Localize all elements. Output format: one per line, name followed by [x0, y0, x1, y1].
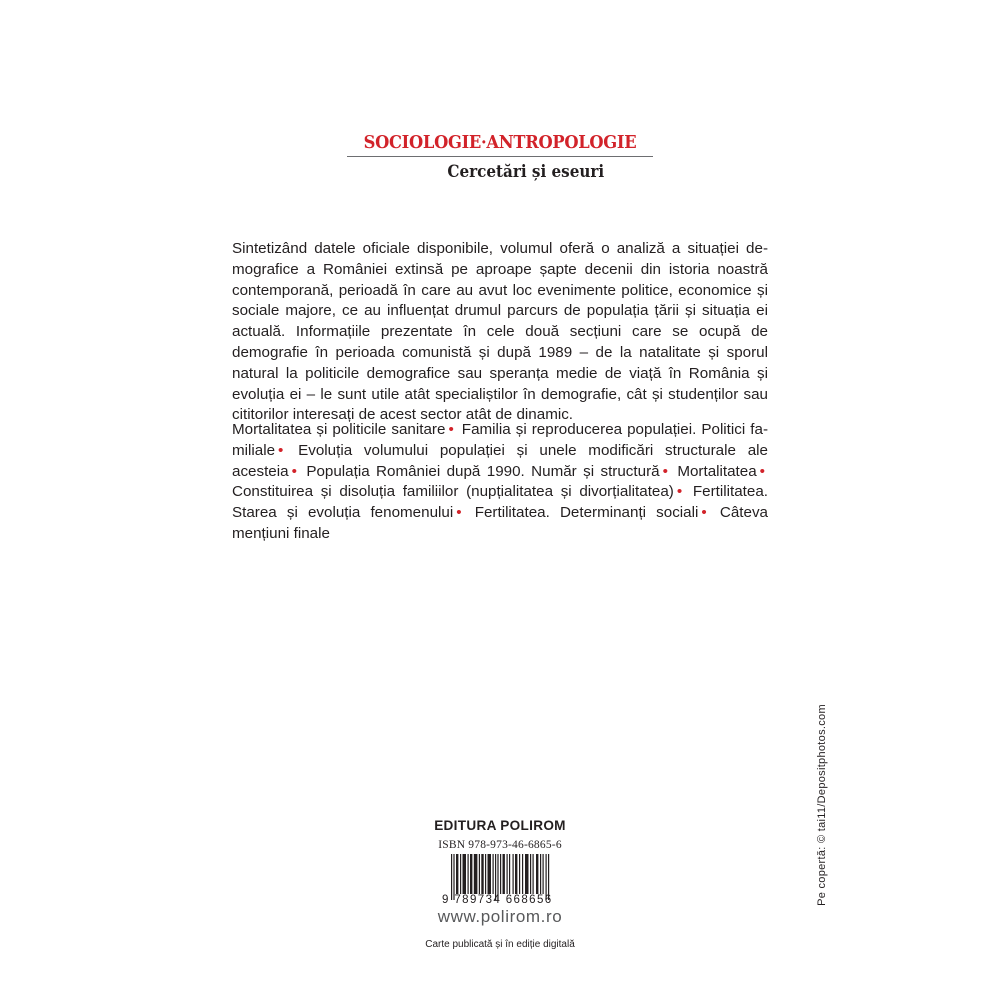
bullet-icon: • [701, 504, 707, 522]
bullet-icon: • [456, 504, 462, 522]
bullet-icon: • [291, 462, 297, 480]
contents-item: Fertilitatea. Determinanți sociali [474, 504, 699, 522]
series-subtitle: Cercetări și eseuri [447, 162, 605, 181]
table-of-contents [232, 420, 768, 545]
series-header [345, 131, 655, 184]
cover-photo-credit: Pe copertă: © tai11/Depositphotos.com [816, 704, 828, 906]
bullet-icon: • [676, 483, 683, 501]
publisher-website: www.polirom.ro [437, 907, 563, 926]
contents-item: Populația României după 1990. Număr și structură [306, 462, 660, 480]
contents-item: Mortalitatea [677, 462, 757, 480]
book-description: Sintetizând datele oficiale disponibile, volumul oferă o analiză a situației demografice a României extinsă pe aproape șapte decenii din istoria noastră contemporană, perioadă în care au avut loc evenimente politice, economice și sociale majore, ce au influențat drumul parcurs de populația țării și situația ei actuală. Informațiile prezentate în cele două secțiuni care se ocupă de demografie în perioada comunistă și după 1989 – de la natalitate și sporul natural la politicile demografice sau speranța medie de viață în România și evoluția ei – le sunt utile atât specialiștilor în demografie, cât și studenților sau cititorilor interesați de acest sector atât de dinamic. [232, 240, 768, 424]
bullet-icon: • [759, 462, 765, 480]
bullet-icon: • [448, 421, 454, 438]
publisher-name: EDITURA POLIROM [434, 818, 566, 833]
bullet-icon: • [278, 441, 284, 459]
barcode [442, 854, 558, 906]
contents-item: Mortalitatea și politicile sanitare [232, 421, 446, 438]
digital-edition-note: Carte publicată și în ediție digitală [425, 939, 575, 950]
contents-item: Constituirea și disoluția familiilor (nupțialitatea și divorțialitatea) [232, 483, 674, 501]
contents-item: Evoluția volumului populației și unele modificări structurale ale acesteia [232, 441, 768, 480]
series-divider [347, 156, 653, 157]
contents-item: Câteva mențiuni finale [232, 504, 768, 542]
isbn-label: ISBN 978-973-46-6865-6 [438, 839, 562, 851]
contents-item: Familia și reproducerea populației. Politici familiale [232, 421, 768, 459]
barcode-digits: 9 789734 668656 [442, 894, 553, 906]
series-title: SOCIOLOGIE·ANTROPOLOGIE [363, 133, 637, 153]
contents-item: Fertilitatea. Starea și evoluția fenomenului [232, 483, 768, 522]
publisher-block [400, 818, 600, 951]
bullet-icon: • [662, 462, 668, 480]
